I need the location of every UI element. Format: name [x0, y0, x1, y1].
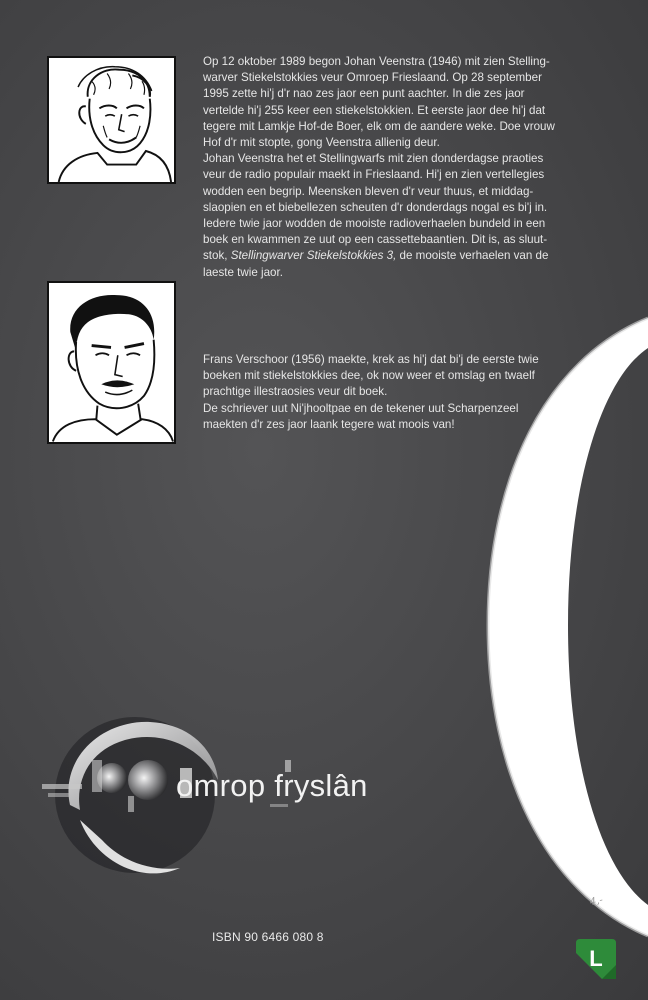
bio-1-line: veur de radio populair maekt in Frieslaand. Hi'j en zien vertellegies: [203, 168, 545, 182]
bio-frans-verschoor: [203, 352, 603, 433]
bio-1-text: stok,: [203, 249, 231, 263]
bio-1-line: slaopien en et biebellezen scheuten d'r donderdags nogal es bi'j in.: [203, 200, 548, 214]
bio-1-line: Op 12 oktober 1989 begon Johan Veenstra (1946) mit zien Stelling-: [203, 55, 550, 68]
bio-1-line: Iedere twie jaor wodden de mooiste radioverhaelen bundeld in een: [203, 217, 546, 231]
bio-1-line: boek en kwammen ze uut op een cassettebaantien. Dit is, as sluut-: [203, 233, 548, 247]
pencil-mark: 4,-: [588, 894, 604, 909]
bio-1-line: Johan Veenstra het et Stellingwarfs mit zien donderdagse praoties: [203, 152, 544, 166]
bio-1-text: de mooiste verhaelen van de: [396, 249, 549, 263]
bio-2-line: Frans Verschoor (1956) maekte, krek as hi'j dat bi'j de eerste twie: [203, 353, 539, 366]
bio-2-line: maekten d'r zes jaor laank tegere wat moois van!: [203, 417, 455, 431]
bio-1-line: 1995 zette hi'j d'r nao zes jaor een punt aachter. In die zes jaor: [203, 87, 525, 101]
bio-2-line: boeken mit stiekelstokkies dee, ok now weer et omslag en twaelf: [203, 369, 535, 383]
portrait-johan-veenstra: [47, 56, 176, 184]
bio-1-line: laeste twie jaor.: [203, 265, 283, 279]
bio-johan-veenstra: [203, 54, 603, 281]
lastdodo-badge-icon[interactable]: [572, 935, 620, 983]
portrait-frans-verschoor-icon: [49, 283, 174, 442]
bio-1-line: warver Stiekelstokkies veur Omroep Frieslaand. Op 28 september: [203, 71, 542, 85]
bio-1-line: wodden een begrip. Meensken bleven d'r veur thuus, et middag-: [203, 184, 534, 198]
bio-1-line: vertelde hi'j 255 keer een stiekelstokkien. Et eerste jaor dee hi'j dat: [203, 103, 546, 117]
portrait-frans-verschoor: [47, 281, 176, 444]
bio-2-line: prachtige illestraosies veur dit boek.: [203, 385, 388, 399]
bio-1-line: [203, 248, 603, 264]
portrait-johan-veenstra-icon: [49, 58, 174, 182]
isbn-number: ISBN 90 6466 080 8: [212, 930, 324, 944]
bio-1-line: tegere mit Lamkje Hof-de Boer, elk om de aandere weke. Doe vrouw: [203, 119, 555, 133]
badge-letter: L: [589, 946, 603, 971]
bio-2-line: De schriever uut Ni'jhooltpae en de tekener uut Scharpenzeel: [203, 401, 519, 415]
omrop-fryslan-logo-text: omrop fryslân: [176, 768, 368, 803]
book-title: Stellingwarver Stiekelstokkies 3,: [230, 249, 397, 263]
bio-1-line: Hof d'r mit stopte, gong Veenstra allienig deur.: [203, 136, 440, 150]
